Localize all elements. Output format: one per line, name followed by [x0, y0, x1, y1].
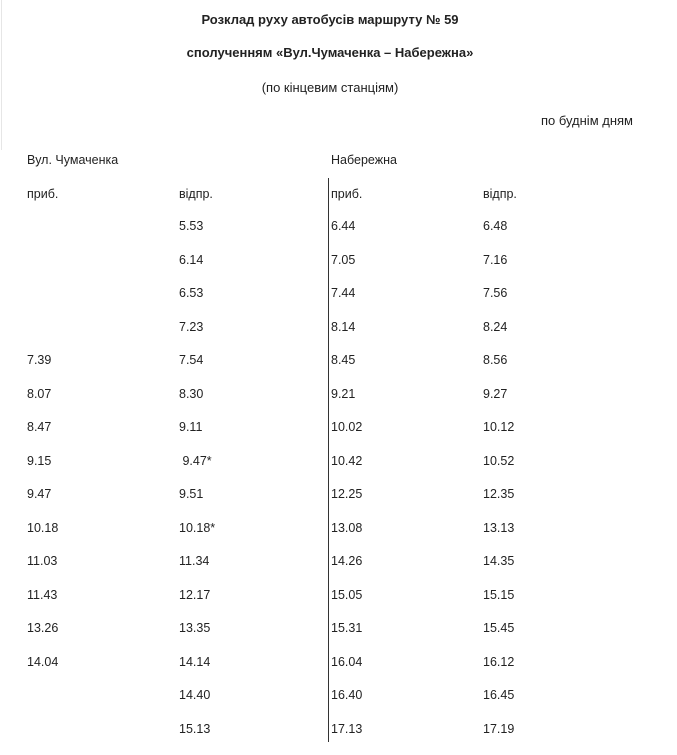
right-arrival-cell: 13.08 [331, 521, 362, 535]
right-departure-cell: 12.35 [483, 487, 514, 501]
right-arrival-cell: 10.42 [331, 454, 362, 468]
right-departure-cell: 16.12 [483, 655, 514, 669]
left-arrival-cell: 8.47 [27, 420, 51, 434]
right-arrival-cell: 14.26 [331, 554, 362, 568]
right-arrival-cell: 17.13 [331, 722, 362, 736]
left-departure-cell: 9.11 [179, 420, 202, 434]
left-departure-cell: 11.34 [179, 554, 209, 568]
left-departure-cell: 9.47* [179, 454, 212, 468]
table-row [0, 253, 677, 287]
right-arrival-cell: 16.04 [331, 655, 362, 669]
right-arrival-cell: 7.05 [331, 253, 355, 267]
left-arrival-cell: 14.04 [27, 655, 58, 669]
left-departure-cell: 15.13 [179, 722, 210, 736]
left-arrival-cell: 9.47 [27, 487, 51, 501]
route-subtitle: сполученням «Вул.Чумаченка – Набережна» [0, 45, 660, 60]
left-departure-cell: 6.14 [179, 253, 203, 267]
right-departure-cell: 13.13 [483, 521, 514, 535]
left-departure-cell: 5.53 [179, 219, 203, 233]
weekday-label: по буднім дням [541, 113, 633, 128]
right-departure-cell: 8.24 [483, 320, 507, 334]
left-arrival-cell: 8.07 [27, 387, 51, 401]
right-departure-cell: 7.16 [483, 253, 507, 267]
left-departure-cell: 12.17 [179, 588, 210, 602]
left-arrival-cell: 13.26 [27, 621, 58, 635]
table-row [0, 219, 677, 253]
col-header-right-arrival: приб. [331, 187, 362, 201]
stations-note: (по кінцевим станціям) [0, 80, 660, 95]
right-departure-cell: 15.45 [483, 621, 514, 635]
right-departure-cell: 17.19 [483, 722, 514, 736]
left-departure-cell: 8.30 [179, 387, 203, 401]
right-departure-cell: 10.52 [483, 454, 514, 468]
col-header-left-arrival: приб. [27, 187, 58, 201]
left-departure-cell: 7.23 [179, 320, 203, 334]
right-arrival-cell: 15.31 [331, 621, 362, 635]
table-row [0, 487, 677, 521]
left-arrival-cell: 11.43 [27, 588, 57, 602]
left-arrival-cell: 11.03 [27, 554, 57, 568]
col-header-left-departure: відпр. [179, 187, 213, 201]
schedule-title: Розклад руху автобусів маршруту № 59 [0, 12, 660, 27]
left-departure-cell: 14.40 [179, 688, 210, 702]
right-departure-cell: 8.56 [483, 353, 507, 367]
left-departure-cell: 14.14 [179, 655, 210, 669]
table-row [0, 286, 677, 320]
table-row [0, 387, 677, 421]
right-arrival-cell: 7.44 [331, 286, 355, 300]
left-departure-cell: 6.53 [179, 286, 203, 300]
right-departure-cell: 7.56 [483, 286, 507, 300]
right-arrival-cell: 6.44 [331, 219, 355, 233]
left-departure-cell: 7.54 [179, 353, 203, 367]
left-departure-cell: 13.35 [179, 621, 210, 635]
left-departure-cell: 9.51 [179, 487, 203, 501]
table-row [0, 688, 677, 722]
right-arrival-cell: 10.02 [331, 420, 362, 434]
table-row [0, 588, 677, 622]
col-header-right-departure: відпр. [483, 187, 517, 201]
right-arrival-cell: 8.14 [331, 320, 355, 334]
right-arrival-cell: 15.05 [331, 588, 362, 602]
table-row [0, 621, 677, 655]
left-arrival-cell: 10.18 [27, 521, 58, 535]
table-row [0, 722, 677, 755]
right-departure-cell: 9.27 [483, 387, 507, 401]
table-row [0, 521, 677, 555]
table-row [0, 454, 677, 488]
right-arrival-cell: 8.45 [331, 353, 355, 367]
right-departure-cell: 10.12 [483, 420, 514, 434]
right-departure-cell: 14.35 [483, 554, 514, 568]
right-arrival-cell: 16.40 [331, 688, 362, 702]
right-departure-cell: 16.45 [483, 688, 514, 702]
table-row [0, 655, 677, 689]
left-arrival-cell: 7.39 [27, 353, 51, 367]
schedule-rows [0, 219, 677, 755]
table-row [0, 420, 677, 454]
station-left-name: Вул. Чумаченка [27, 153, 118, 167]
right-departure-cell: 6.48 [483, 219, 507, 233]
table-row [0, 353, 677, 387]
station-right-name: Набережна [331, 153, 397, 167]
table-row [0, 320, 677, 354]
left-departure-cell: 10.18* [179, 521, 215, 535]
table-row [0, 554, 677, 588]
right-arrival-cell: 9.21 [331, 387, 355, 401]
right-departure-cell: 15.15 [483, 588, 514, 602]
right-arrival-cell: 12.25 [331, 487, 362, 501]
left-arrival-cell: 9.15 [27, 454, 51, 468]
